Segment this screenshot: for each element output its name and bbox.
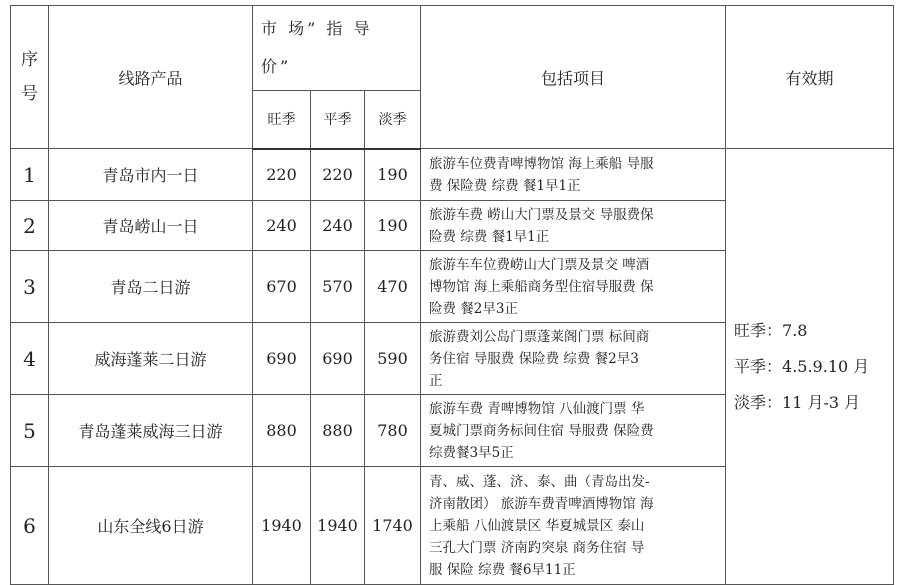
route-name: 青岛蓬莱威海三日游 xyxy=(49,395,253,467)
price-normal: 220 xyxy=(311,149,365,201)
item-line: 旅游车费 崂山大门票及景交 导服费保 xyxy=(429,206,654,223)
route-name: 青岛崂山一日 xyxy=(49,201,253,251)
item-line: 正 xyxy=(429,372,443,389)
validity-off: 淡季：11 月-3 月 xyxy=(734,392,861,412)
price-off: 1740 xyxy=(365,467,421,585)
validity-cell xyxy=(726,149,894,585)
item-line: 服 保险 综费 餐6早11正 xyxy=(429,561,576,578)
row-number: 6 xyxy=(11,467,49,585)
item-line: 旅游车费 青啤博物馆 八仙渡门票 华 xyxy=(429,400,645,417)
header-normal: 平季 xyxy=(311,91,365,149)
header-route: 线路产品 xyxy=(49,6,253,149)
item-line: 济南散团） 旅游车费青啤酒博物馆 海 xyxy=(429,495,654,512)
row-number: 5 xyxy=(11,395,49,467)
item-line: 青、威、蓬、济、泰、曲（青岛出发- xyxy=(429,473,650,490)
route-name: 青岛二日游 xyxy=(49,251,253,323)
header-includes: 包括项目 xyxy=(421,6,726,149)
table-row xyxy=(11,149,894,201)
price-off: 190 xyxy=(365,201,421,251)
route-name: 青岛市内一日 xyxy=(49,149,253,201)
header-seq-line1: 序 xyxy=(21,50,38,70)
item-line: 务住宿 导服费 保险费 综费 餐2早3 xyxy=(429,350,639,367)
item-line: 上乘船 八仙渡景区 华夏城景区 泰山 xyxy=(429,517,645,534)
price-peak: 670 xyxy=(253,251,311,323)
item-line: 博物馆 海上乘船商务型住宿导服费 保 xyxy=(429,278,654,295)
included-items xyxy=(421,395,726,467)
price-off: 590 xyxy=(365,323,421,395)
item-line: 夏城门票商务标间住宿 导服费 保险费 xyxy=(429,422,654,439)
item-line: 旅游车车位费崂山大门票及景交 啤酒 xyxy=(429,256,650,273)
row-number: 4 xyxy=(11,323,49,395)
header-seq xyxy=(11,6,49,149)
price-peak: 1940 xyxy=(253,467,311,585)
row-number: 3 xyxy=(11,251,49,323)
header-guide-price-line1: 市 场” 指 导 xyxy=(261,19,373,38)
price-normal: 1940 xyxy=(311,467,365,585)
included-items xyxy=(421,323,726,395)
included-items xyxy=(421,467,726,585)
item-line: 旅游车位费青啤博物馆 海上乘船 导服 xyxy=(429,155,654,172)
item-line: 险费 综费 餐1早1正 xyxy=(429,228,550,245)
tour-price-table xyxy=(10,5,894,585)
header-validity: 有效期 xyxy=(726,6,894,149)
price-peak: 690 xyxy=(253,323,311,395)
price-normal: 570 xyxy=(311,251,365,323)
price-normal: 240 xyxy=(311,201,365,251)
route-name: 威海蓬莱二日游 xyxy=(49,323,253,395)
row-number: 1 xyxy=(11,149,49,201)
price-peak: 880 xyxy=(253,395,311,467)
item-line: 费 保险费 综费 餐1早1正 xyxy=(429,177,581,194)
included-items xyxy=(421,251,726,323)
price-normal: 690 xyxy=(311,323,365,395)
header-guide-price-line2: 价” xyxy=(261,57,292,76)
price-peak: 220 xyxy=(253,149,311,201)
item-line: 综费餐3早5正 xyxy=(429,444,514,461)
header-peak: 旺季 xyxy=(253,91,311,149)
item-line: 三孔大门票 济南趵突泉 商务住宿 导 xyxy=(429,539,645,556)
validity-peak: 旺季：7.8 xyxy=(734,320,808,340)
item-line: 险费 餐2早3正 xyxy=(429,300,518,317)
item-line: 旅游费刘公岛门票蓬莱阁门票 标间商 xyxy=(429,328,650,345)
header-off: 淡季 xyxy=(365,91,421,149)
price-off: 470 xyxy=(365,251,421,323)
validity-normal: 平季：4.5.9.10 月 xyxy=(734,356,870,376)
included-items xyxy=(421,201,726,251)
row-number: 2 xyxy=(11,201,49,251)
header-guide-price xyxy=(253,6,421,91)
price-peak: 240 xyxy=(253,201,311,251)
price-normal: 880 xyxy=(311,395,365,467)
included-items xyxy=(421,149,726,201)
route-name: 山东全线6日游 xyxy=(49,467,253,585)
header-seq-line2: 号 xyxy=(21,84,38,104)
price-off: 780 xyxy=(365,395,421,467)
price-off: 190 xyxy=(365,149,421,201)
